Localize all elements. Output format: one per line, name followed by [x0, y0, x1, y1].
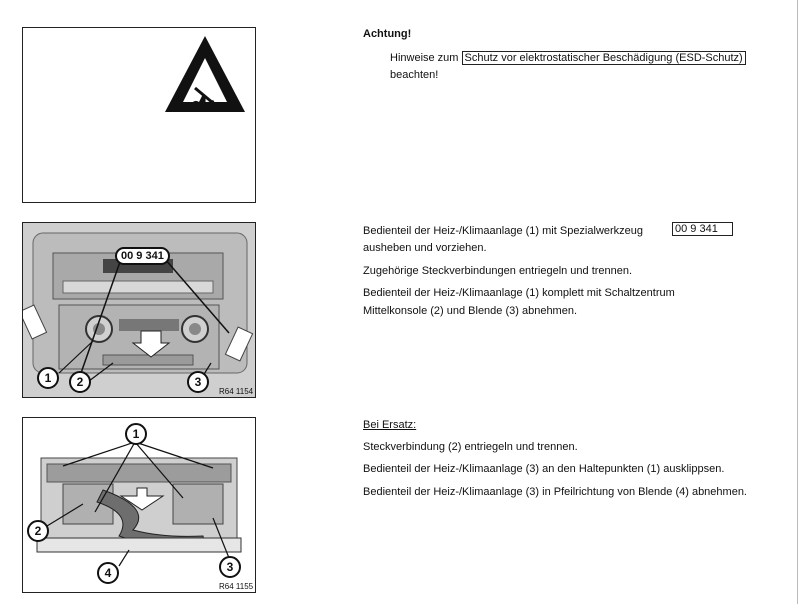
instruction-line-3: Zugehörige Steckverbindungen entriegeln und trennen.: [363, 265, 633, 277]
replacement-heading: Bei Ersatz:: [363, 419, 417, 431]
page-edge-divider: [797, 0, 798, 604]
warning-text-pre: Hinweise zum: [390, 52, 459, 64]
warning-text: [390, 51, 746, 65]
callout-3: 3: [187, 371, 209, 393]
esd-warning-image-frame: [22, 27, 256, 203]
tool-number[interactable]: 00 9 341: [672, 222, 733, 236]
warning-text-post: beachten!: [390, 69, 439, 81]
image-reference-code: R64 1154: [219, 387, 254, 396]
dashboard-removal-image: [22, 222, 256, 398]
replacement-line-1: Steckverbindung (2) entriegeln und trennen.: [363, 441, 578, 453]
callout-3: 3: [219, 556, 241, 578]
control-unit-replacement-image: [22, 417, 256, 593]
callout-1: 1: [37, 367, 59, 389]
esd-protection-link[interactable]: Schutz vor elektrostatischer Beschädigung (ESD-Schutz): [462, 51, 746, 65]
warning-title: Achtung!: [363, 28, 412, 40]
instruction-line-2: ausheben und vorziehen.: [363, 242, 487, 254]
replacement-line-3: Bedienteil der Heiz-/Klimaanlage (3) in Pfeilrichtung von Blende (4) abnehmen.: [363, 486, 747, 498]
callout-1: 1: [125, 423, 147, 445]
callout-2: 2: [27, 520, 49, 542]
esd-warning-icon: [23, 28, 256, 203]
instruction-line-4: Bedienteil der Heiz-/Klimaanlage (1) komplett mit Schaltzentrum: [363, 287, 675, 299]
instruction-line-5: Mittelkonsole (2) und Blende (3) abnehmen.: [363, 305, 578, 317]
tool-part-number-label: 00 9 341: [115, 247, 170, 265]
callout-2: 2: [69, 371, 91, 393]
image-reference-code: R64 1155: [219, 582, 254, 591]
instruction-line-1: Bedienteil der Heiz-/Klimaanlage (1) mit Spezialwerkzeug: [363, 225, 644, 237]
replacement-line-2: Bedienteil der Heiz-/Klimaanlage (3) an den Haltepunkten (1) ausklippsen.: [363, 463, 725, 475]
callout-4: 4: [97, 562, 119, 584]
tool-number-box[interactable]: [672, 222, 733, 236]
